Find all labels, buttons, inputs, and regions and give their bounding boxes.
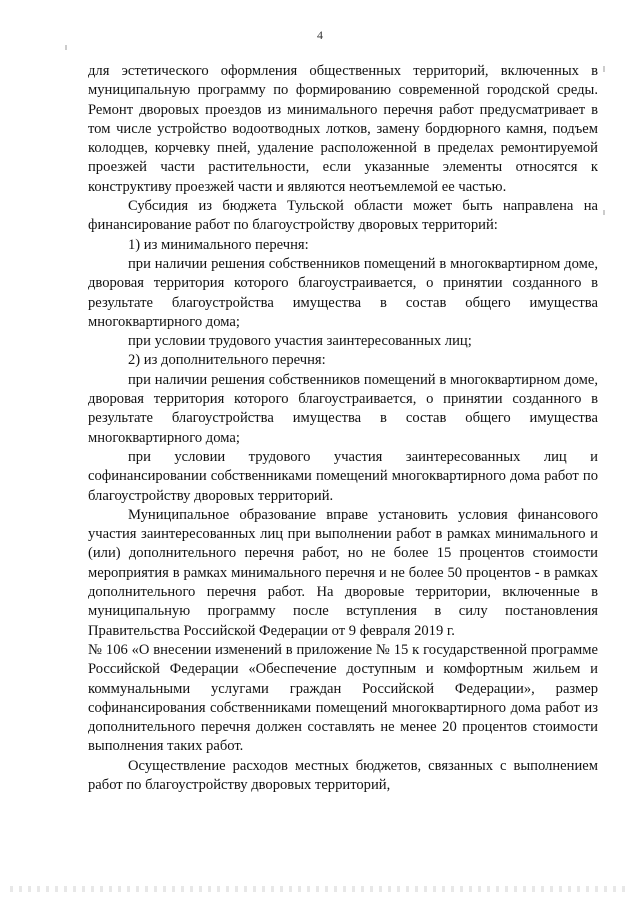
paragraph-1: для эстетического оформления общественных территорий, включенных в муниципальную программу по формированию современной городской среды. Ремонт дворовых проездов из минимального перечня работ предусматривает в том числе устройство водоотводных лотков, замену бордюрного камня, подъем колодцев, корчевку пней, удаление расположенной в пределах ремонтируемой проезжей части растительности, если указанные элементы относятся к конструктиву проезжей части и являются неотъемлемой ее частью. — [88, 63, 598, 195]
paragraph-6: 2) из дополнительного перечня: — [128, 352, 326, 369]
paragraph-9: Муниципальное образование вправе установить условия финансового участия заинтересованных лиц при выполнении работ в рамках минимального и (или) дополнительного перечня работ, но не более 15 процентов стоимости мероприятия в рамках минимального перечня и не более 50 процентов - в рамках дополнительного перечня работ. На дворовые территории, включенные в муниципальную программу после вступления в силу постановления Правительства Российской Федерации от 9 февраля 2019 г. — [88, 506, 598, 639]
scan-edge-noise — [10, 886, 630, 892]
paragraph-10: № 106 «О внесении изменений в приложение № 15 к государственной программе Российской Федерации «Обеспечение доступным и комфортным жильем и коммунальными услугами граждан Российской Федерации», размер софинансирования собственниками помещений многоквартирного дома работ из дополнительного перечня должен составлять не менее 20 процентов стоимости выполнения таких работ. — [88, 641, 598, 755]
paragraph-5: при условии трудового участия заинтересованных лиц; — [128, 333, 472, 350]
paragraph-2: Субсидия из бюджета Тульской области может быть направлена на финансирование работ по благоустройству дворовых территорий: — [88, 198, 598, 234]
paragraph-8: при условии трудового участия заинтересованных лиц и софинансировании собственниками помещений многоквартирного дома работ по благоустройству дворовых территорий. — [88, 448, 598, 504]
paragraph-3: 1) из минимального перечня: — [128, 236, 309, 253]
paragraph-11: Осуществление расходов местных бюджетов, связанных с выполнением работ по благоустройству дворовых территорий, — [88, 757, 598, 793]
paragraph-4: при наличии решения собственников помещений в многоквартирном доме, дворовая территория которого благоустраивается, о принятии созданного в результате благоустройства имущества в состав общего имущества многоквартирного дома; — [88, 255, 598, 330]
page-number: 4 — [317, 28, 323, 42]
paragraph-7: при наличии решения собственников помещений в многоквартирном доме, дворовая территория которого благоустраивается, о принятии созданного в результате благоустройства имущества в состав общего имущества многоквартирного дома; — [88, 371, 598, 446]
document-body — [88, 62, 598, 795]
